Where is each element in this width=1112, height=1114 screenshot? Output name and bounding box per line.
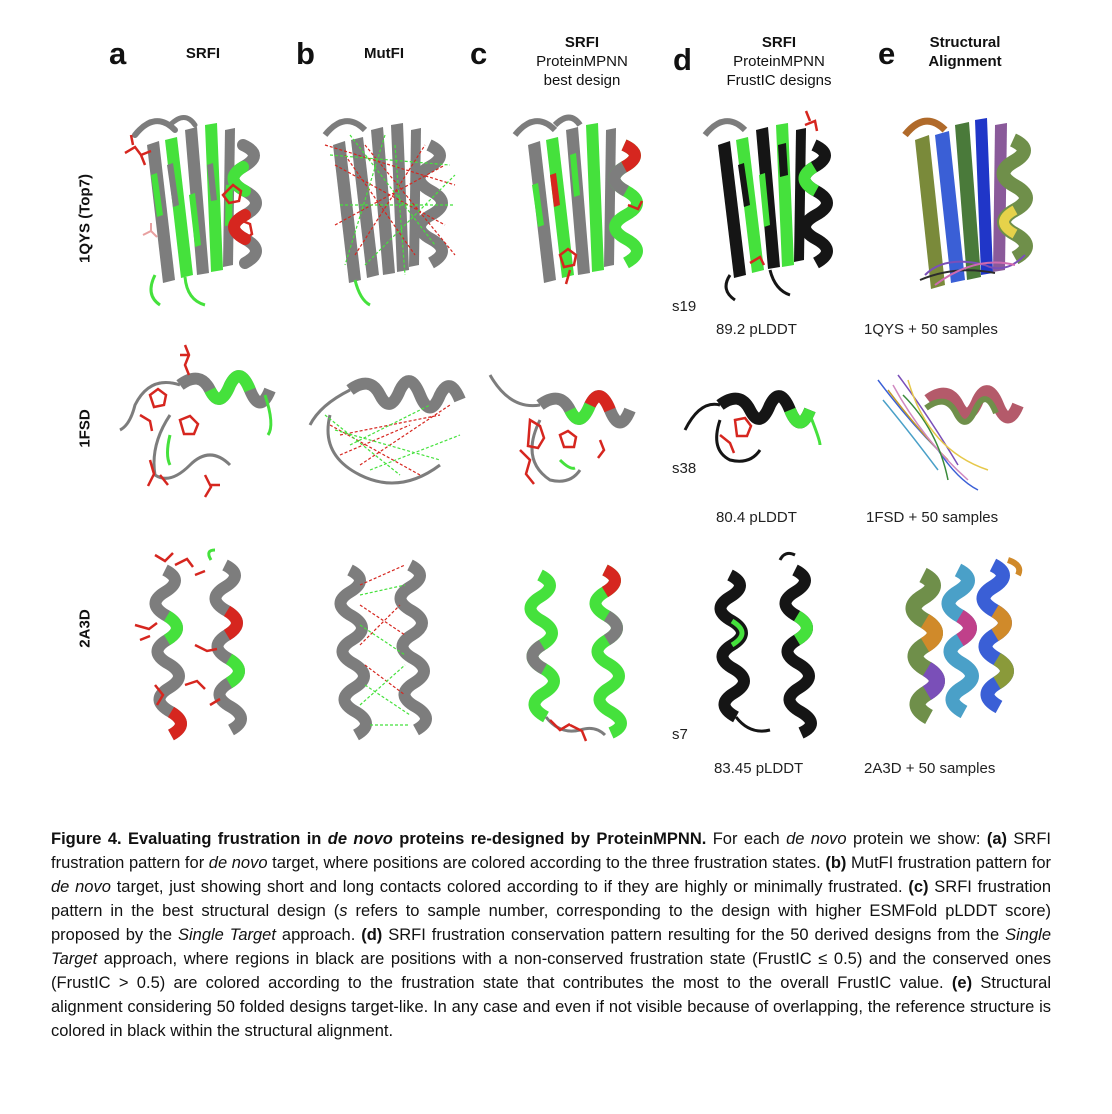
structure-2a3d-best-design [510,545,660,745]
structure-1fsd-best-design [480,360,660,510]
structure-1qys-frustic [690,105,865,305]
panel-letter-e: e [878,36,896,71]
structure-1qys-mutfi [305,105,475,315]
sample-label-s7: s7 [672,726,688,743]
sample-label-s19: s19 [672,298,697,315]
structure-1qys-alignment [895,105,1045,305]
alignment-label-1qys: 1QYS + 50 samples [864,321,998,338]
panel-b-title: MutFI [364,45,404,62]
structure-2a3d-frustic [700,545,850,745]
panel-e-title: Structural Alignment [928,34,1002,70]
panel-letter-a: a [109,36,127,71]
structure-1fsd-frustic [680,370,850,480]
structure-2a3d-alignment [898,545,1028,740]
panel-c-title: SRFI ProteinMPNN best design [536,34,628,89]
structure-2a3d-srfi [125,545,275,745]
plddt-label-1fsd: 80.4 pLDDT [716,509,797,526]
alignment-label-1fsd: 1FSD + 50 samples [866,509,999,526]
figure-caption: Figure 4. Evaluating frustration in de novo proteins re-designed by ProteinMPNN. For each de novo protein we show: (a) SRFI frustration pattern for de novo target, where positions are colored according to the three frustration states. (b) MutFI frustration pattern for de novo target, just showing short and long contacts colored according to if they are highly or minimally frustrated. (c) SRFI frustration pattern in the best structural design (s refers to sample number, corresponding to the design with higher ESMFold pLDDT score) proposed by the Single Target approach. (d) SRFI frustration conservation pattern resulting for the 50 derived designs from the Single Target approach, where regions in black are positions with a non-conserved frustration state (FrustIC ≤ 0.5) and the conserved ones (FrustIC > 0.5) are colored according to the frustration state that contributes the most to the overall FrustIC value. (e) Structural alignment considering 50 folded designs target-like. In any case and even if not visible because of overlapping, the reference structure is colored in black within the structural alignment. [51,830,1052,1040]
structure-1fsd-mutfi [300,355,480,495]
alignment-label-2a3d: 2A3D + 50 samples [864,760,996,777]
panel-a-title: SRFI [185,45,221,62]
structure-1qys-srfi [115,105,290,315]
panel-letter-d: d [673,42,692,77]
row-label-1qys: 1QYS (Top7) [76,174,94,263]
caption-title: Figure 4. Evaluating frustration in de novo proteins re-designed by ProteinMPNN. [51,830,707,848]
row-label-1fsd: 1FSD [76,409,94,448]
structure-2a3d-mutfi [320,545,450,745]
panel-letter-c: c [470,36,488,71]
sample-label-s38: s38 [672,460,697,477]
panel-d-title: SRFI ProteinMPNN FrustIC designs [726,34,832,89]
plddt-label-2a3d: 83.45 pLDDT [714,760,804,777]
plddt-label-1qys: 89.2 pLDDT [716,321,797,338]
structure-1fsd-srfi [110,335,290,510]
row-label-2a3d: 2A3D [76,609,94,648]
structure-1fsd-alignment [868,360,1038,500]
structure-1qys-best-design [500,105,675,315]
panel-letter-b: b [296,36,315,71]
